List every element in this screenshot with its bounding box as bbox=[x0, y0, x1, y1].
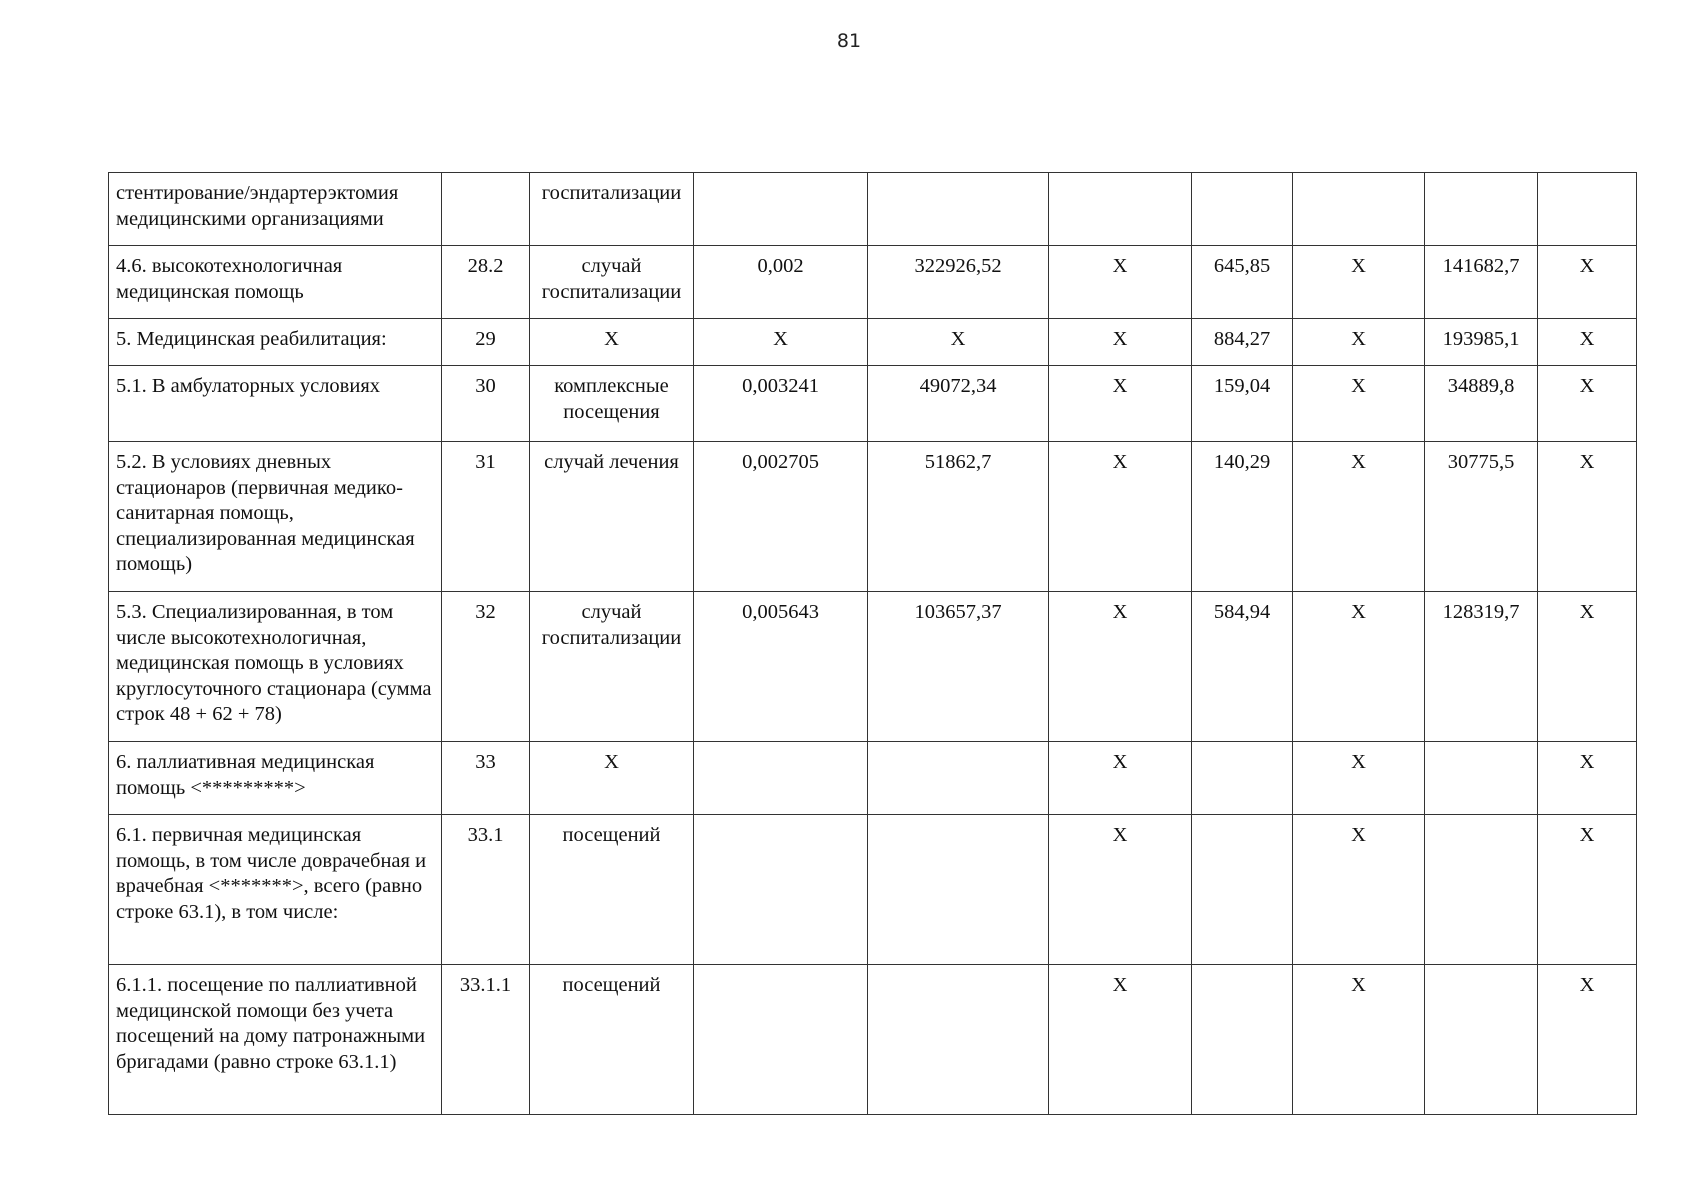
row-code-cell: 29 bbox=[442, 319, 530, 366]
table-row bbox=[109, 815, 1637, 965]
row-norm-cell: 0,002705 bbox=[694, 442, 868, 592]
row-col10-cell: X bbox=[1538, 592, 1637, 742]
row-name-cell: 5.3. Специализированная, в том числе высокотехнологичная, медицинская помощь в условиях круглосуточного стационара (сумма строк 48 + 62 + 78) bbox=[109, 592, 442, 742]
row-cost-cell: 322926,52 bbox=[868, 246, 1049, 319]
row-name-cell: 5.2. В условиях дневных стационаров (первичная медико-санитарная помощь, специализированная медицинская помощь) bbox=[109, 442, 442, 592]
row-col6-cell: X bbox=[1049, 592, 1192, 742]
row-col6-cell: X bbox=[1049, 319, 1192, 366]
row-col10-cell: X bbox=[1538, 815, 1637, 965]
row-col7-cell bbox=[1192, 742, 1293, 815]
page-number: 81 bbox=[836, 30, 862, 52]
row-name-cell: 5. Медицинская реабилитация: bbox=[109, 319, 442, 366]
row-col7-cell bbox=[1192, 173, 1293, 246]
row-col6-cell: X bbox=[1049, 442, 1192, 592]
row-col9-cell bbox=[1425, 815, 1538, 965]
row-col7-cell: 584,94 bbox=[1192, 592, 1293, 742]
table-row bbox=[109, 319, 1637, 366]
row-name-cell: 6.1.1. посещение по паллиативной медицинской помощи без учета посещений на дому патронажными бригадами (равно строке 63.1.1) bbox=[109, 965, 442, 1115]
row-norm-cell bbox=[694, 815, 868, 965]
row-code-cell: 31 bbox=[442, 442, 530, 592]
row-col6-cell: X bbox=[1049, 366, 1192, 442]
row-cost-cell: 49072,34 bbox=[868, 366, 1049, 442]
row-code-cell: 33.1.1 bbox=[442, 965, 530, 1115]
row-col7-cell: 884,27 bbox=[1192, 319, 1293, 366]
row-col6-cell: X bbox=[1049, 965, 1192, 1115]
row-col9-cell bbox=[1425, 965, 1538, 1115]
row-code-cell: 33 bbox=[442, 742, 530, 815]
row-col10-cell: X bbox=[1538, 965, 1637, 1115]
row-cost-cell bbox=[868, 815, 1049, 965]
row-col9-cell: 128319,7 bbox=[1425, 592, 1538, 742]
row-col8-cell: X bbox=[1293, 815, 1425, 965]
table-row bbox=[109, 742, 1637, 815]
row-unit-cell: случай госпитализации bbox=[530, 592, 694, 742]
row-col8-cell: X bbox=[1293, 965, 1425, 1115]
row-norm-cell bbox=[694, 173, 868, 246]
row-cost-cell bbox=[868, 965, 1049, 1115]
row-col10-cell: X bbox=[1538, 319, 1637, 366]
table-row bbox=[109, 592, 1637, 742]
row-cost-cell: 51862,7 bbox=[868, 442, 1049, 592]
row-name-cell: 5.1. В амбулаторных условиях bbox=[109, 366, 442, 442]
row-unit-cell: случай лечения bbox=[530, 442, 694, 592]
row-col8-cell: X bbox=[1293, 366, 1425, 442]
row-col7-cell: 140,29 bbox=[1192, 442, 1293, 592]
row-cost-cell: X bbox=[868, 319, 1049, 366]
row-code-cell: 28.2 bbox=[442, 246, 530, 319]
row-norm-cell: 0,002 bbox=[694, 246, 868, 319]
row-col8-cell: X bbox=[1293, 319, 1425, 366]
row-name-cell: 6.1. первичная медицинская помощь, в том числе доврачебная и врачебная <*******>, всего (равно строке 63.1), в том числе: bbox=[109, 815, 442, 965]
row-name-cell: 6. паллиативная медицинская помощь <*********> bbox=[109, 742, 442, 815]
row-col9-cell bbox=[1425, 742, 1538, 815]
row-col8-cell: X bbox=[1293, 742, 1425, 815]
row-col7-cell: 645,85 bbox=[1192, 246, 1293, 319]
row-norm-cell: 0,003241 bbox=[694, 366, 868, 442]
row-unit-cell: X bbox=[530, 742, 694, 815]
table-row bbox=[109, 173, 1637, 246]
row-norm-cell bbox=[694, 965, 868, 1115]
row-code-cell: 33.1 bbox=[442, 815, 530, 965]
row-unit-cell: посещений bbox=[530, 815, 694, 965]
row-name-cell: 4.6. высокотехнологичная медицинская помощь bbox=[109, 246, 442, 319]
table-row bbox=[109, 366, 1637, 442]
row-col7-cell: 159,04 bbox=[1192, 366, 1293, 442]
row-col6-cell bbox=[1049, 173, 1192, 246]
row-col7-cell bbox=[1192, 965, 1293, 1115]
row-col9-cell: 30775,5 bbox=[1425, 442, 1538, 592]
row-col7-cell bbox=[1192, 815, 1293, 965]
row-col8-cell: X bbox=[1293, 442, 1425, 592]
row-col6-cell: X bbox=[1049, 742, 1192, 815]
row-col10-cell: X bbox=[1538, 246, 1637, 319]
row-col10-cell: X bbox=[1538, 442, 1637, 592]
row-unit-cell: комплексные посещения bbox=[530, 366, 694, 442]
tariff-table bbox=[108, 172, 1637, 1115]
row-code-cell: 30 bbox=[442, 366, 530, 442]
row-norm-cell: 0,005643 bbox=[694, 592, 868, 742]
row-col10-cell bbox=[1538, 173, 1637, 246]
row-unit-cell: случай госпитализации bbox=[530, 246, 694, 319]
row-col8-cell bbox=[1293, 173, 1425, 246]
row-norm-cell bbox=[694, 742, 868, 815]
row-unit-cell: госпитализации bbox=[530, 173, 694, 246]
row-name-cell: стентирование/эндартерэктомия медицинскими организациями bbox=[109, 173, 442, 246]
row-unit-cell: посещений bbox=[530, 965, 694, 1115]
row-col8-cell: X bbox=[1293, 246, 1425, 319]
row-col10-cell: X bbox=[1538, 742, 1637, 815]
row-code-cell: 32 bbox=[442, 592, 530, 742]
row-col6-cell: X bbox=[1049, 815, 1192, 965]
row-cost-cell bbox=[868, 742, 1049, 815]
table-row bbox=[109, 246, 1637, 319]
row-cost-cell bbox=[868, 173, 1049, 246]
row-col8-cell: X bbox=[1293, 592, 1425, 742]
row-col9-cell: 141682,7 bbox=[1425, 246, 1538, 319]
row-col6-cell: X bbox=[1049, 246, 1192, 319]
table-row bbox=[109, 442, 1637, 592]
row-norm-cell: X bbox=[694, 319, 868, 366]
row-code-cell bbox=[442, 173, 530, 246]
row-col10-cell: X bbox=[1538, 366, 1637, 442]
row-cost-cell: 103657,37 bbox=[868, 592, 1049, 742]
row-col9-cell bbox=[1425, 173, 1538, 246]
table-row bbox=[109, 965, 1637, 1115]
row-col9-cell: 193985,1 bbox=[1425, 319, 1538, 366]
row-unit-cell: X bbox=[530, 319, 694, 366]
row-col9-cell: 34889,8 bbox=[1425, 366, 1538, 442]
